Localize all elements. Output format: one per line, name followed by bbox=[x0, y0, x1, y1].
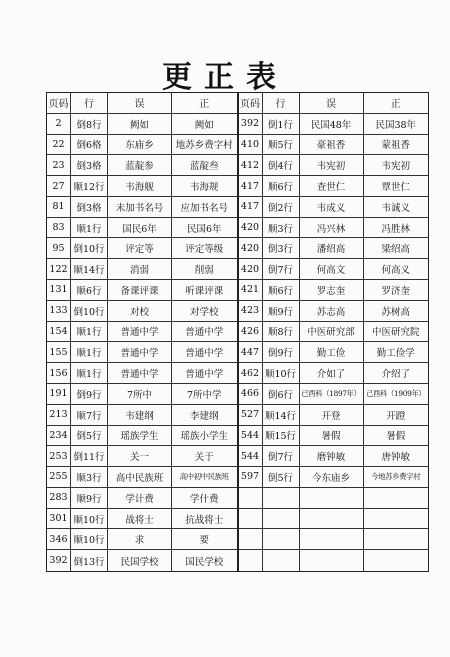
cell-line: 顺10行 bbox=[71, 529, 108, 549]
cell-line: 倒3格 bbox=[71, 197, 108, 217]
cell-wrong: 中医研究部 bbox=[300, 322, 364, 342]
table-row bbox=[47, 135, 237, 156]
cell-correct: 地苏乡费字村 bbox=[175, 140, 233, 152]
cell-page: 426 bbox=[239, 322, 263, 342]
cell-line bbox=[263, 550, 300, 571]
cell-line: 倒3行 bbox=[263, 238, 300, 258]
cell-correct: 梁绍高 bbox=[381, 244, 410, 256]
cell-wrong: 普通中学 bbox=[108, 322, 172, 342]
cell-page: 423 bbox=[239, 301, 263, 321]
table-row bbox=[239, 384, 429, 405]
cell-wrong: 今东庙乡 bbox=[300, 467, 364, 487]
cell-correct: 己酉科（1909年） bbox=[366, 388, 426, 398]
header-correct: 正 bbox=[390, 99, 401, 111]
table-row bbox=[239, 238, 429, 259]
cell-correct: 瑶族小学生 bbox=[180, 431, 228, 443]
table-header-row bbox=[47, 93, 237, 114]
cell-page: 417 bbox=[239, 197, 263, 217]
table-row bbox=[47, 446, 237, 467]
cell-wrong: 已酉科（1897年） bbox=[300, 384, 364, 404]
table-row bbox=[239, 280, 429, 301]
cell-line: 倒5行 bbox=[71, 426, 108, 446]
table-row bbox=[239, 509, 429, 530]
table-row bbox=[47, 488, 237, 509]
table-row bbox=[239, 322, 429, 343]
cell-line: 顺6行 bbox=[263, 176, 300, 196]
cell-correct: 7所中学 bbox=[186, 389, 222, 401]
cell-page: 155 bbox=[47, 342, 71, 362]
cell-correct: 普通中学 bbox=[185, 348, 224, 360]
cell-wrong: 韦宪初 bbox=[300, 155, 364, 175]
cell-correct: 高中初中民族班 bbox=[179, 471, 229, 481]
cell-correct: 阙如 bbox=[194, 119, 214, 131]
cell-page: 83 bbox=[47, 218, 71, 238]
cell-page: 27 bbox=[47, 176, 71, 196]
cell-page: 301 bbox=[47, 509, 71, 529]
cell-line: 顺9行 bbox=[71, 488, 108, 508]
table-row bbox=[47, 114, 237, 135]
cell-wrong: 苏志高 bbox=[300, 301, 364, 321]
table-row bbox=[239, 135, 429, 156]
cell-wrong: 消弱 bbox=[108, 259, 172, 279]
cell-line: 倒10行 bbox=[71, 301, 108, 321]
cell-wrong: 普通中学 bbox=[108, 342, 172, 362]
table-row bbox=[239, 488, 429, 509]
cell-correct: 冯胜林 bbox=[381, 223, 410, 235]
cell-line: 顺5行 bbox=[263, 135, 300, 155]
table-row bbox=[47, 467, 237, 488]
cell-wrong: 7所中 bbox=[108, 384, 172, 404]
table-row bbox=[47, 280, 237, 301]
cell-correct: 对学校 bbox=[189, 306, 219, 318]
errata-table-left bbox=[47, 93, 237, 571]
cell-correct: 韦海规 bbox=[189, 182, 219, 194]
table-row bbox=[47, 322, 237, 343]
cell-line bbox=[263, 529, 300, 549]
header-page: 页码 bbox=[239, 93, 263, 113]
cell-page: 156 bbox=[47, 363, 71, 383]
table-row bbox=[47, 405, 237, 426]
header-line: 行 bbox=[71, 93, 108, 113]
cell-page: 191 bbox=[47, 384, 71, 404]
cell-correct: 应加书名号 bbox=[180, 202, 228, 214]
cell-page: 527 bbox=[239, 405, 263, 425]
cell-line: 倒5行 bbox=[263, 467, 300, 487]
cell-correct: 勤工俭学 bbox=[376, 348, 415, 360]
cell-correct: 听课评课 bbox=[185, 285, 224, 297]
table-header-row bbox=[239, 93, 429, 114]
cell-correct: 开蹬 bbox=[386, 410, 406, 422]
cell-wrong: 对校 bbox=[108, 301, 172, 321]
cell-correct: 评定等级 bbox=[185, 244, 224, 256]
cell-wrong: 暑假 bbox=[300, 426, 364, 446]
cell-wrong: 阙如 bbox=[108, 114, 172, 134]
cell-line: 顺14行 bbox=[263, 405, 300, 425]
cell-correct: 罗济奎 bbox=[381, 285, 410, 297]
cell-page: 131 bbox=[47, 280, 71, 300]
cell-page: 22 bbox=[47, 135, 71, 155]
cell-correct bbox=[364, 529, 429, 549]
cell-page: 392 bbox=[239, 114, 263, 134]
table-row bbox=[47, 426, 237, 447]
cell-correct: 覃世仁 bbox=[381, 182, 410, 194]
cell-line: 顺6行 bbox=[71, 280, 108, 300]
cell-line: 倒6行 bbox=[263, 384, 300, 404]
cell-line: 倒1行 bbox=[263, 114, 300, 134]
cell-correct: 削弱 bbox=[194, 265, 214, 277]
cell-wrong: 勤工俭 bbox=[300, 342, 364, 362]
cell-line: 倒11行 bbox=[71, 446, 108, 466]
table-row bbox=[239, 550, 429, 571]
cell-line: 顺6行 bbox=[263, 280, 300, 300]
cell-page bbox=[239, 488, 263, 508]
cell-page: 154 bbox=[47, 322, 71, 342]
cell-correct: 国民学校 bbox=[185, 556, 224, 568]
cell-correct bbox=[364, 509, 429, 529]
cell-wrong: 介如了 bbox=[300, 363, 364, 383]
cell-page: 283 bbox=[47, 488, 71, 508]
cell-wrong: 瑶族学生 bbox=[108, 426, 172, 446]
cell-page: 234 bbox=[47, 426, 71, 446]
cell-page: 447 bbox=[239, 342, 263, 362]
cell-page: 544 bbox=[239, 446, 263, 466]
cell-wrong bbox=[300, 550, 364, 571]
cell-wrong bbox=[300, 509, 364, 529]
cell-wrong: 韦成义 bbox=[300, 197, 364, 217]
cell-wrong: 何高文 bbox=[300, 259, 364, 279]
cell-wrong: 冯兴林 bbox=[300, 218, 364, 238]
cell-line: 顺12行 bbox=[71, 176, 108, 196]
table-row bbox=[239, 426, 429, 447]
table-row bbox=[239, 218, 429, 239]
cell-page: 417 bbox=[239, 176, 263, 196]
cell-page: 253 bbox=[47, 446, 71, 466]
cell-line: 倒7行 bbox=[263, 446, 300, 466]
cell-line: 倒2行 bbox=[263, 197, 300, 217]
cell-wrong: 豪祖香 bbox=[300, 135, 364, 155]
cell-page bbox=[239, 550, 263, 571]
cell-wrong: 学计费 bbox=[108, 488, 172, 508]
cell-line bbox=[263, 488, 300, 508]
cell-line: 顺1行 bbox=[71, 342, 108, 362]
cell-page: 420 bbox=[239, 259, 263, 279]
cell-wrong: 磨钟敏 bbox=[300, 446, 364, 466]
cell-line: 顺1行 bbox=[71, 363, 108, 383]
table-row bbox=[47, 529, 237, 550]
cell-page: 420 bbox=[239, 218, 263, 238]
cell-correct: 关于 bbox=[194, 452, 214, 464]
cell-page: 412 bbox=[239, 155, 263, 175]
cell-line: 倒8行 bbox=[71, 114, 108, 134]
cell-line: 顺3行 bbox=[263, 218, 300, 238]
cell-wrong: 备课评课 bbox=[108, 280, 172, 300]
cell-correct bbox=[364, 550, 429, 571]
cell-page: 544 bbox=[239, 426, 263, 446]
cell-wrong: 东庙乡 bbox=[108, 135, 172, 155]
table-row bbox=[47, 363, 237, 384]
header-page: 页码 bbox=[47, 93, 71, 113]
cell-page: 462 bbox=[239, 363, 263, 383]
cell-page: 410 bbox=[239, 135, 263, 155]
cell-line: 倒4行 bbox=[263, 155, 300, 175]
cell-page: 122 bbox=[47, 259, 71, 279]
cell-line: 倒9行 bbox=[263, 342, 300, 362]
cell-wrong bbox=[300, 488, 364, 508]
cell-correct: 学什费 bbox=[189, 493, 219, 505]
cell-wrong: 关一 bbox=[108, 446, 172, 466]
cell-correct: 何高义 bbox=[381, 265, 410, 277]
cell-wrong: 国民6年 bbox=[108, 218, 172, 238]
cell-wrong: 高中民族班 bbox=[108, 467, 172, 487]
cell-line: 顺1行 bbox=[71, 218, 108, 238]
cell-correct: 民国38年 bbox=[375, 119, 417, 131]
table-row bbox=[239, 405, 429, 426]
cell-line: 顺8行 bbox=[263, 322, 300, 342]
cell-page: 95 bbox=[47, 238, 71, 258]
cell-page: 81 bbox=[47, 197, 71, 217]
cell-correct: 抗战将士 bbox=[185, 514, 224, 526]
cell-line: 倒6格 bbox=[71, 135, 108, 155]
cell-line: 倒7行 bbox=[263, 259, 300, 279]
table-row bbox=[239, 301, 429, 322]
table-row bbox=[47, 155, 237, 176]
table-row bbox=[239, 467, 429, 488]
table-row bbox=[239, 342, 429, 363]
cell-page: 420 bbox=[239, 238, 263, 258]
cell-wrong: 评定等 bbox=[108, 238, 172, 258]
cell-line: 顺9行 bbox=[263, 301, 300, 321]
header-wrong: 误 bbox=[108, 93, 172, 113]
table-row bbox=[47, 197, 237, 218]
cell-wrong: 普通中学 bbox=[108, 363, 172, 383]
cell-line: 顺3行 bbox=[71, 467, 108, 487]
cell-wrong: 战将士 bbox=[108, 509, 172, 529]
table-row bbox=[47, 550, 237, 571]
table-row bbox=[47, 238, 237, 259]
page-title: 更正表 bbox=[162, 60, 288, 95]
cell-correct bbox=[364, 488, 429, 508]
cell-line: 顺15行 bbox=[263, 426, 300, 446]
cell-correct: 暑假 bbox=[386, 431, 406, 443]
cell-correct: 李建纲 bbox=[189, 410, 219, 422]
cell-wrong: 查世仁 bbox=[300, 176, 364, 196]
cell-page bbox=[239, 509, 263, 529]
cell-correct: 民国6年 bbox=[186, 223, 222, 235]
cell-correct: 要 bbox=[199, 535, 209, 547]
cell-page: 597 bbox=[239, 467, 263, 487]
table-row bbox=[47, 218, 237, 239]
table-row bbox=[47, 176, 237, 197]
header-line: 行 bbox=[263, 93, 300, 113]
cell-wrong: 民国学校 bbox=[108, 550, 172, 571]
cell-wrong bbox=[300, 529, 364, 549]
errata-table-right bbox=[237, 93, 429, 571]
table-row bbox=[239, 197, 429, 218]
cell-line: 倒13行 bbox=[71, 550, 108, 571]
cell-line: 顺7行 bbox=[71, 405, 108, 425]
cell-wrong: 罗志奎 bbox=[300, 280, 364, 300]
table-row bbox=[47, 301, 237, 322]
cell-page bbox=[239, 529, 263, 549]
cell-line: 倒9行 bbox=[71, 384, 108, 404]
cell-wrong: 未加书名号 bbox=[108, 197, 172, 217]
cell-wrong: 韦建纲 bbox=[108, 405, 172, 425]
cell-page: 421 bbox=[239, 280, 263, 300]
cell-wrong: 求 bbox=[108, 529, 172, 549]
cell-correct: 韦诚义 bbox=[381, 202, 410, 214]
cell-line: 倒3格 bbox=[71, 155, 108, 175]
cell-correct: 普通中学 bbox=[185, 327, 224, 339]
table-row bbox=[47, 384, 237, 405]
cell-page: 255 bbox=[47, 467, 71, 487]
cell-wrong: 开登 bbox=[300, 405, 364, 425]
cell-line: 顺1行 bbox=[71, 322, 108, 342]
cell-wrong: 民国48年 bbox=[300, 114, 364, 134]
cell-correct: 介绍了 bbox=[381, 369, 410, 381]
cell-page: 392 bbox=[47, 550, 71, 571]
errata-table bbox=[46, 92, 429, 572]
table-row bbox=[47, 259, 237, 280]
cell-page: 133 bbox=[47, 301, 71, 321]
cell-correct: 蓝靛叁 bbox=[189, 161, 219, 173]
cell-page: 346 bbox=[47, 529, 71, 549]
cell-correct: 普通中学 bbox=[185, 369, 224, 381]
cell-correct: 中医研究院 bbox=[371, 327, 420, 339]
cell-line: 顺14行 bbox=[71, 259, 108, 279]
cell-line bbox=[263, 509, 300, 529]
cell-line: 顺10行 bbox=[71, 509, 108, 529]
table-row bbox=[239, 114, 429, 135]
table-row bbox=[239, 176, 429, 197]
cell-line: 顺10行 bbox=[263, 363, 300, 383]
header-correct: 正 bbox=[199, 99, 210, 111]
cell-page: 23 bbox=[47, 155, 71, 175]
cell-page: 2 bbox=[47, 114, 71, 134]
cell-correct: 蒙祖香 bbox=[381, 140, 410, 152]
table-row bbox=[239, 363, 429, 384]
cell-correct: 今地苏乡费字村 bbox=[371, 471, 421, 481]
table-row bbox=[239, 259, 429, 280]
table-row bbox=[47, 509, 237, 530]
cell-correct: 苏树高 bbox=[381, 306, 410, 318]
cell-wrong: 潘绍高 bbox=[300, 238, 364, 258]
cell-wrong: 蓝靛参 bbox=[108, 155, 172, 175]
cell-page: 213 bbox=[47, 405, 71, 425]
cell-page: 466 bbox=[239, 384, 263, 404]
table-row bbox=[239, 446, 429, 467]
cell-line: 倒10行 bbox=[71, 238, 108, 258]
table-row bbox=[239, 155, 429, 176]
cell-wrong: 韦海舰 bbox=[108, 176, 172, 196]
table-row bbox=[239, 529, 429, 550]
table-row bbox=[47, 342, 237, 363]
header-wrong: 误 bbox=[300, 93, 364, 113]
cell-correct: 唐钟敏 bbox=[381, 452, 410, 464]
cell-correct: 韦宪初 bbox=[381, 161, 410, 173]
